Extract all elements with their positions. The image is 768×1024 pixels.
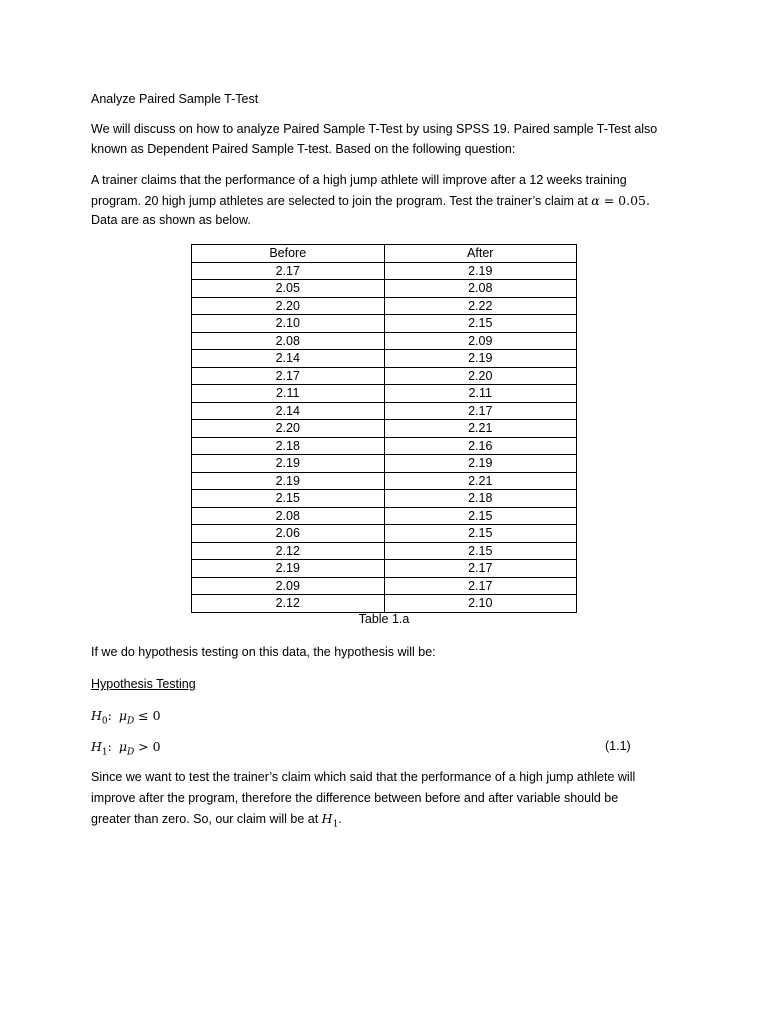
after-cell: 2.18	[384, 490, 577, 508]
after-cell: 2.21	[384, 420, 577, 438]
before-cell: 2.18	[192, 437, 385, 455]
conclusion-line-3	[91, 811, 342, 830]
table-row	[192, 350, 577, 368]
before-cell: 2.08	[192, 332, 385, 350]
intro-line-1: We will discuss on how to analyze Paired Sample T-Test by using SPSS 19. Paired sample T-Test also	[91, 122, 658, 136]
table-row	[192, 595, 577, 613]
alpha-equals: =	[599, 193, 619, 208]
header-after: After	[384, 245, 577, 263]
h1-colon: :	[107, 739, 112, 754]
table-row	[192, 402, 577, 420]
before-cell: 2.17	[192, 262, 385, 280]
intro-line-2: known as Dependent Paired Sample T-test. Based on the following question:	[91, 142, 516, 156]
after-cell: 2.15	[384, 525, 577, 543]
before-cell: 2.10	[192, 315, 385, 333]
hypothesis-intro: If we do hypothesis testing on this data, the hypothesis will be:	[91, 645, 436, 659]
h0-colon: :	[107, 708, 112, 723]
conclusion-h-subscript: 1	[332, 819, 339, 830]
table-header-row	[192, 245, 577, 263]
table-row	[192, 507, 577, 525]
table-row	[192, 472, 577, 490]
null-hypothesis	[91, 708, 161, 727]
h0-subscript: 0	[101, 716, 108, 727]
after-cell: 2.09	[384, 332, 577, 350]
before-cell: 2.05	[192, 280, 385, 298]
table-row	[192, 420, 577, 438]
conclusion-h-symbol: H	[321, 811, 333, 826]
after-cell: 2.17	[384, 577, 577, 595]
conclusion-line-3-text: greater than zero. So, our claim will be at	[91, 812, 322, 826]
before-cell: 2.17	[192, 367, 385, 385]
header-before: Before	[192, 245, 385, 263]
after-cell: 2.19	[384, 455, 577, 473]
conclusion-line-2: improve after the program, therefore the difference between before and after variable should be	[91, 791, 619, 805]
table-row	[192, 280, 577, 298]
table-row	[192, 332, 577, 350]
table-row	[192, 367, 577, 385]
alpha-value: 0.05.	[618, 193, 650, 208]
data-table	[191, 244, 577, 613]
table-row	[192, 525, 577, 543]
equation-number: (1.1)	[605, 739, 631, 753]
table-row	[192, 490, 577, 508]
table-row	[192, 297, 577, 315]
h1-subscript: 1	[101, 747, 108, 758]
table-caption: Table 1.a	[358, 612, 410, 626]
alt-hypothesis	[91, 739, 161, 758]
before-cell: 2.12	[192, 595, 385, 613]
h1-mu: μ	[118, 739, 127, 754]
after-cell: 2.20	[384, 367, 577, 385]
before-cell: 2.19	[192, 560, 385, 578]
before-cell: 2.11	[192, 385, 385, 403]
h1-symbol: H	[91, 739, 102, 754]
h1-mu-subscript: D	[126, 747, 135, 758]
h0-mu: μ	[118, 708, 127, 723]
before-cell: 2.20	[192, 297, 385, 315]
question-line-2	[91, 193, 650, 208]
after-cell: 2.21	[384, 472, 577, 490]
h1-relation: > 0	[134, 739, 161, 754]
before-cell: 2.20	[192, 420, 385, 438]
before-cell: 2.14	[192, 350, 385, 368]
after-cell: 2.19	[384, 262, 577, 280]
question-line-3: Data are as shown as below.	[91, 213, 251, 227]
h0-mu-subscript: D	[126, 716, 135, 727]
h0-relation: ≤ 0	[134, 708, 161, 723]
table-row	[192, 315, 577, 333]
after-cell: 2.17	[384, 402, 577, 420]
table-row	[192, 577, 577, 595]
before-cell: 2.09	[192, 577, 385, 595]
table-row	[192, 437, 577, 455]
alpha-symbol: α	[591, 193, 600, 208]
after-cell: 2.17	[384, 560, 577, 578]
table-row	[192, 560, 577, 578]
after-cell: 2.22	[384, 297, 577, 315]
question-line-2-text: program. 20 high jump athletes are selected to join the program. Test the trainer’s claim at	[91, 194, 592, 208]
after-cell: 2.15	[384, 507, 577, 525]
table-row	[192, 385, 577, 403]
before-cell: 2.14	[192, 402, 385, 420]
hypothesis-heading-text: Hypothesis Testing	[91, 677, 196, 691]
after-cell: 2.19	[384, 350, 577, 368]
table-row	[192, 262, 577, 280]
conclusion-period: .	[338, 812, 342, 826]
after-cell: 2.15	[384, 542, 577, 560]
table-row	[192, 542, 577, 560]
doc-title: Analyze Paired Sample T-Test	[91, 92, 259, 106]
h0-symbol: H	[91, 708, 102, 723]
hypothesis-heading	[91, 677, 196, 691]
table-row	[192, 455, 577, 473]
after-cell: 2.08	[384, 280, 577, 298]
before-cell: 2.08	[192, 507, 385, 525]
after-cell: 2.15	[384, 315, 577, 333]
question-line-1: A trainer claims that the performance of a high jump athlete will improve after a 12 weeks training	[91, 173, 627, 187]
before-cell: 2.19	[192, 455, 385, 473]
after-cell: 2.10	[384, 595, 577, 613]
before-cell: 2.12	[192, 542, 385, 560]
before-cell: 2.06	[192, 525, 385, 543]
conclusion-line-1: Since we want to test the trainer’s claim which said that the performance of a high jump athlete will	[91, 770, 636, 784]
after-cell: 2.11	[384, 385, 577, 403]
before-cell: 2.15	[192, 490, 385, 508]
after-cell: 2.16	[384, 437, 577, 455]
before-cell: 2.19	[192, 472, 385, 490]
